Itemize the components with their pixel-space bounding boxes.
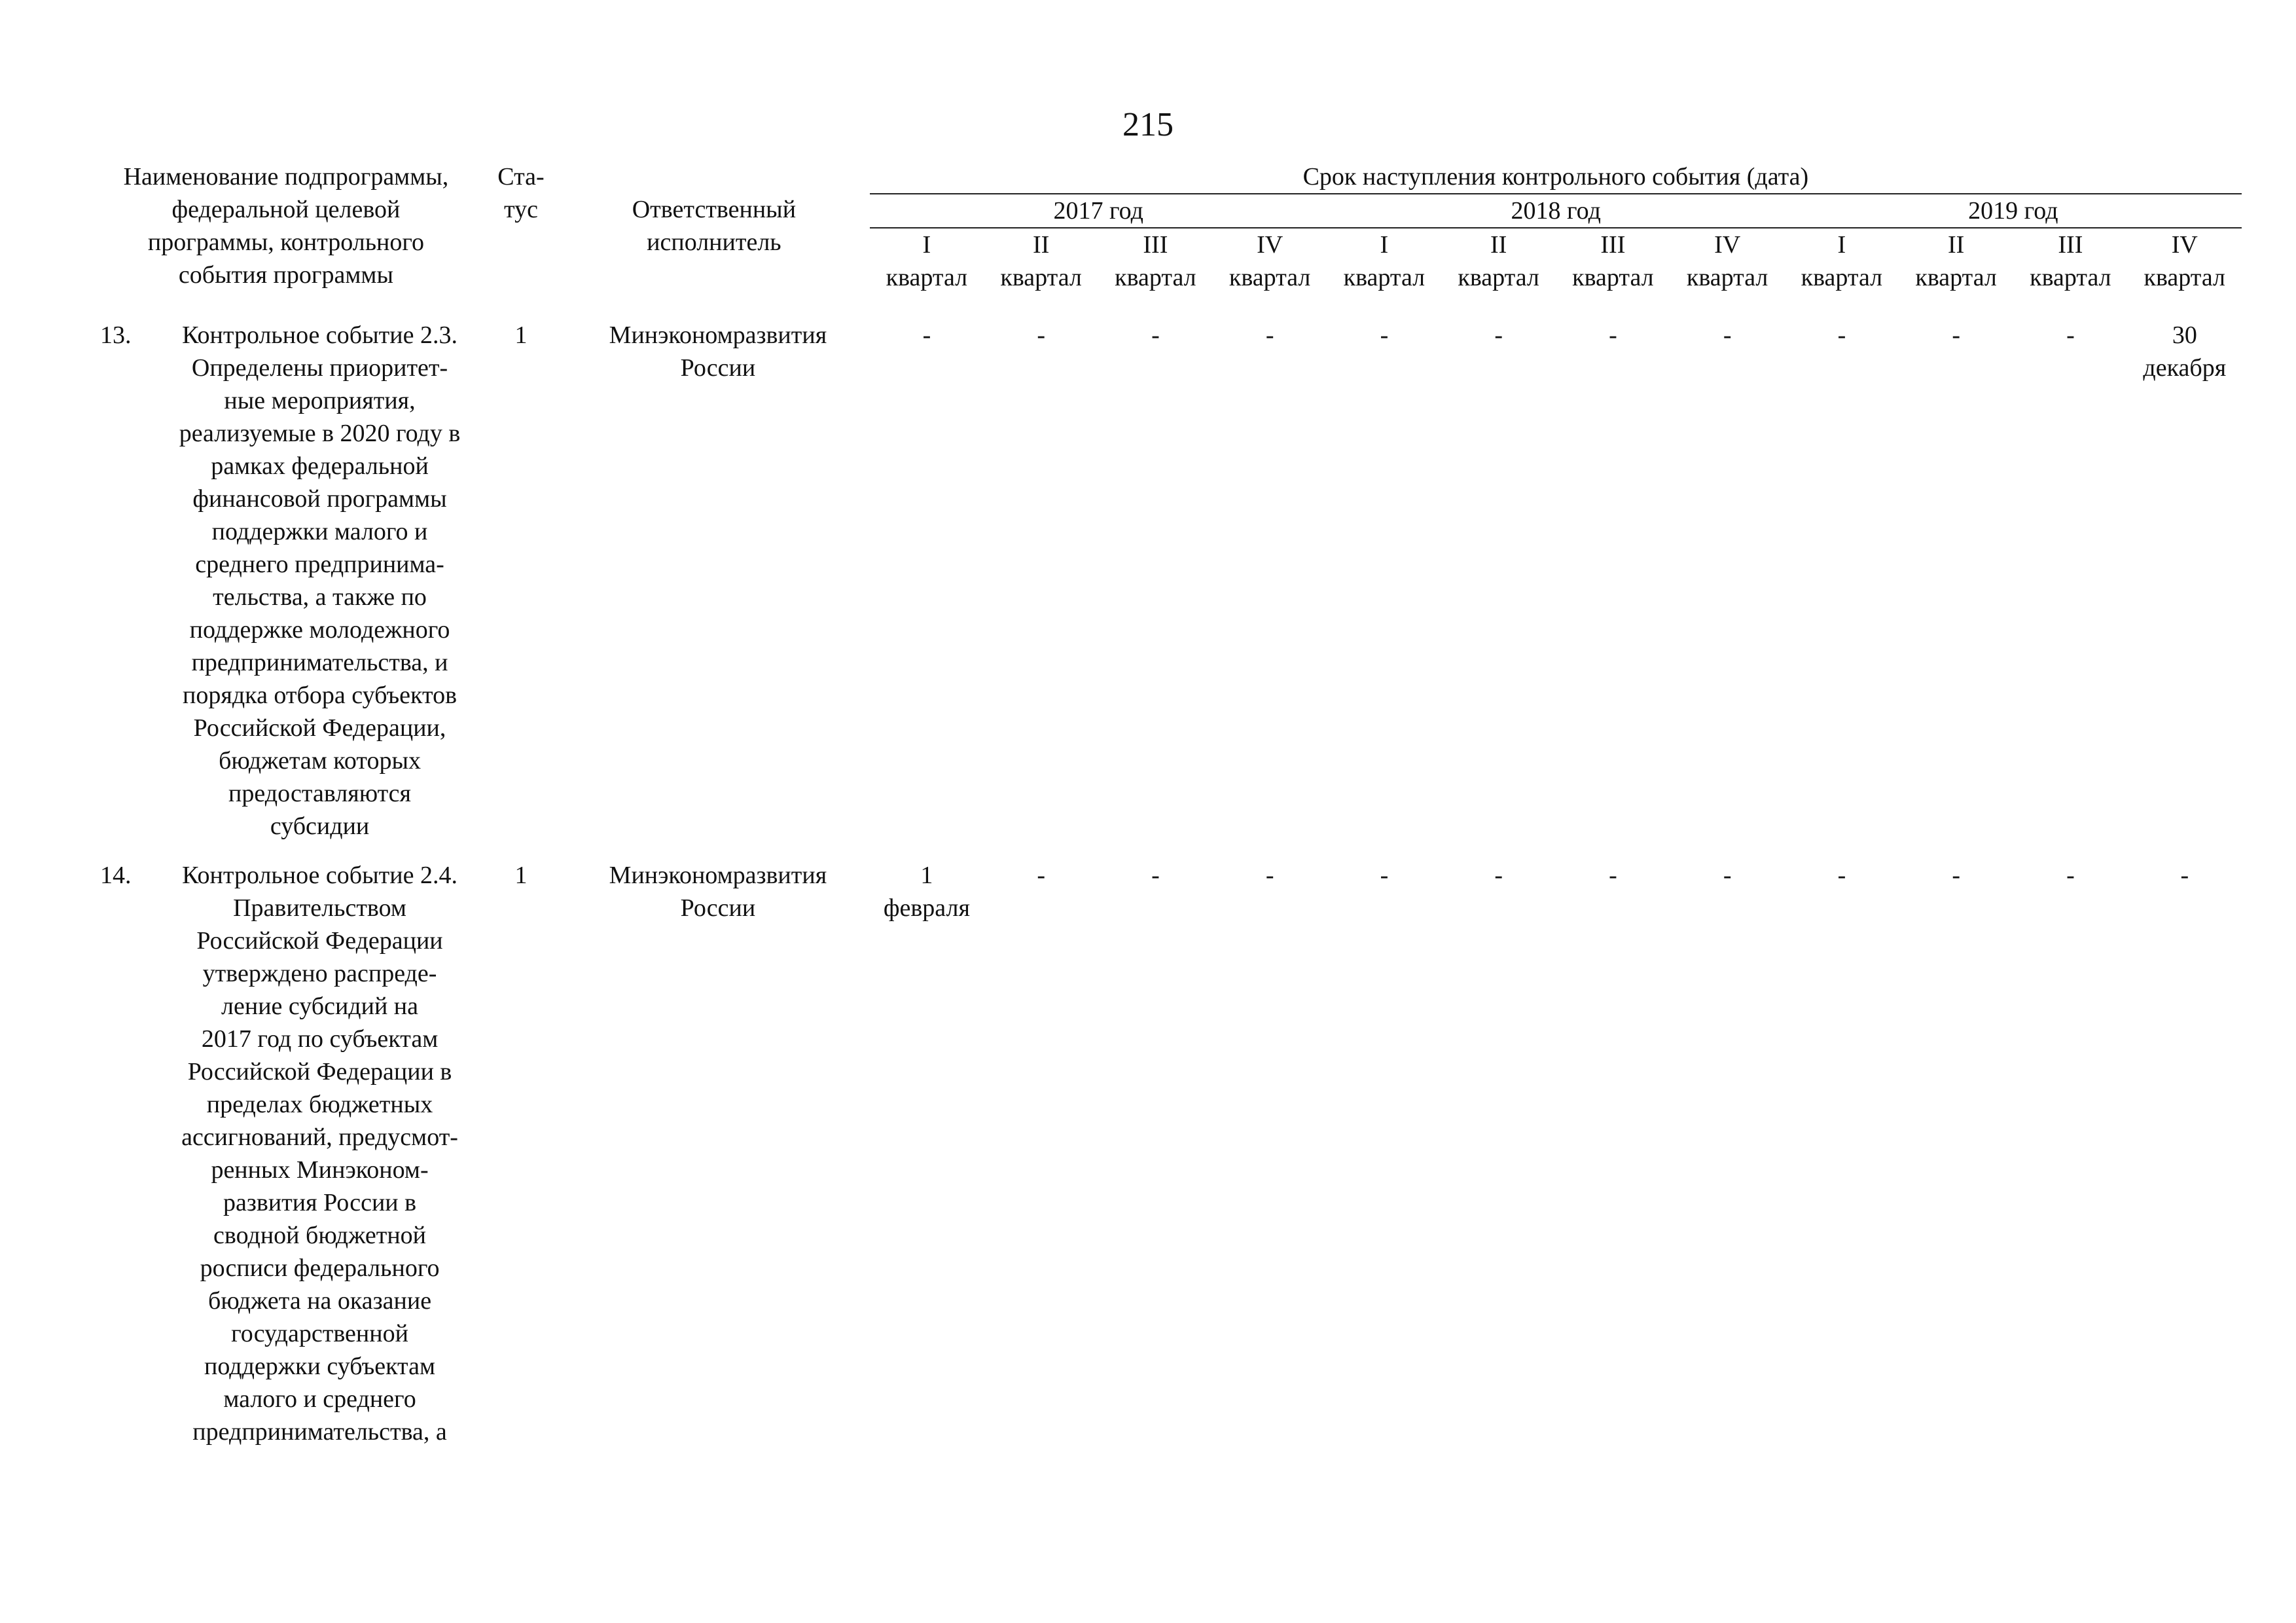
quarter-cell: [1213, 319, 1327, 843]
quarter-value: -: [1037, 862, 1045, 889]
event-name-line: утверждено распреде-: [202, 960, 437, 987]
quarter-cell: [2128, 859, 2242, 1448]
header-quarter-numeral: I: [1380, 231, 1389, 259]
quarter-value: -: [1837, 321, 1846, 349]
event-name-line: Российской Федерации в: [187, 1058, 452, 1085]
quarter-value: -: [1952, 862, 1961, 889]
event-name-line: ренных Минэконом-: [211, 1156, 429, 1184]
quarter-cell: [2013, 859, 2127, 1448]
quarter-cell: [2128, 319, 2242, 843]
event-name-line: государственной: [231, 1320, 408, 1347]
event-name-line: Российской Федерации: [196, 927, 443, 955]
quarter-value: декабря: [2143, 354, 2227, 382]
header-quarter-word: квартал: [1686, 264, 1768, 291]
quarter-cell: [984, 859, 1098, 1448]
quarter-cell: [1785, 319, 1899, 843]
quarter-cell: [1327, 859, 1441, 1448]
executor-line: России: [680, 894, 756, 922]
quarter-cell: [1098, 859, 1212, 1448]
header-quarter-word: квартал: [1115, 264, 1196, 291]
quarter-value: -: [1380, 862, 1389, 889]
event-name-line: реализуемые в 2020 году в: [179, 420, 461, 447]
quarter-cell: [1098, 319, 1212, 843]
event-name-line: Российской Федерации,: [193, 714, 446, 742]
event-name-line: пределах бюджетных: [206, 1091, 433, 1118]
quarter-cell: [1327, 319, 1441, 843]
header-year-2018: 2018 год: [1327, 194, 1785, 228]
event-name-line: сводной бюджетной: [213, 1222, 427, 1249]
quarter-value: -: [1151, 321, 1160, 349]
event-name-line: бюджета на оказание: [208, 1287, 432, 1315]
quarter-value: -: [2066, 321, 2075, 349]
header-quarter-numeral: III: [2058, 231, 2083, 259]
quarter-value: -: [1609, 321, 1617, 349]
header-quarter-numeral: II: [1947, 231, 1965, 259]
event-name-line: Правительством: [233, 894, 406, 922]
header-quarter-numeral: IV: [1257, 231, 1283, 259]
event-name-line: 2017 год по субъектам: [201, 1025, 439, 1053]
quarter-value: -: [922, 321, 931, 349]
event-name-line: субсидии: [270, 812, 370, 840]
event-executor: [558, 859, 870, 1448]
event-status: 1: [514, 321, 528, 349]
quarter-cell: [1899, 319, 2013, 843]
header-quarter-numeral: II: [1490, 231, 1507, 259]
quarter-value: 1: [920, 862, 933, 889]
quarter-value: -: [1494, 862, 1503, 889]
event-name-line: ные мероприятия,: [224, 387, 416, 414]
header-quarter-numeral: II: [1032, 231, 1050, 259]
event-name-line: поддержке молодежного: [189, 616, 450, 644]
quarter-value: -: [2066, 862, 2075, 889]
header-quarter-numeral: I: [922, 231, 931, 259]
quarter-value: -: [1151, 862, 1160, 889]
header-quarter-numeral: III: [1143, 231, 1168, 259]
event-name-line: бюджетам которых: [219, 747, 421, 775]
header-quarter-word: квартал: [1458, 264, 1539, 291]
event-name-line: поддержки субъектам: [204, 1353, 436, 1380]
executor-line: Минэкономразвития: [609, 862, 827, 889]
event-name: [157, 859, 484, 1448]
event-name-line: ление субсидий на: [221, 993, 419, 1020]
quarter-value: -: [1723, 321, 1732, 349]
event-name-line: поддержки малого и: [211, 518, 428, 545]
event-name-line: Контрольное событие 2.4.: [182, 862, 457, 889]
header-quarter-word: квартал: [886, 264, 968, 291]
quarter-cell: [1213, 859, 1327, 1448]
event-name-line: предпринимательства, и: [191, 649, 448, 676]
event-status: 1: [514, 862, 528, 889]
quarter-value: -: [1265, 321, 1274, 349]
event-name-line: малого и среднего: [223, 1385, 416, 1413]
executor-line: России: [680, 354, 756, 382]
quarter-value: -: [2180, 862, 2189, 889]
event-name-line: росписи федерального: [200, 1254, 440, 1282]
header-srok: Срок наступления контрольного события (дата): [870, 160, 2242, 194]
header-quarter-numeral: III: [1600, 231, 1626, 259]
event-name-line: предпринимательства, а: [192, 1418, 447, 1446]
header-year-2019: 2019 год: [1785, 194, 2242, 228]
quarter-value: -: [1837, 862, 1846, 889]
event-name-line: предоставляются: [228, 780, 412, 807]
quarter-cell: [870, 859, 984, 1448]
quarter-value: -: [1380, 321, 1389, 349]
header-quarter-word: квартал: [2144, 264, 2225, 291]
quarter-cell: [1441, 859, 1556, 1448]
event-name-line: развития России в: [223, 1189, 417, 1216]
table-row: [88, 859, 2242, 1448]
row-number: 14.: [100, 862, 132, 889]
event-name-line: порядка отбора субъектов: [183, 682, 457, 709]
quarter-value: -: [1265, 862, 1274, 889]
header-quarter-word: квартал: [2030, 264, 2111, 291]
page-number: 215: [1122, 106, 1174, 143]
executor-line: Минэкономразвития: [609, 321, 827, 349]
header-quarter-word: квартал: [1572, 264, 1654, 291]
header-quarter-word: квартал: [1000, 264, 1082, 291]
header-executor-col: Ответственный исполнитель: [632, 196, 797, 256]
quarter-cell: [870, 319, 984, 843]
header-quarter-numeral: IV: [2171, 231, 2198, 259]
header-quarter-numeral: I: [1837, 231, 1846, 259]
quarter-cell: [2013, 319, 2127, 843]
quarter-value: -: [1609, 862, 1617, 889]
event-name-line: ассигнований, предусмот-: [181, 1123, 458, 1151]
event-name-line: Определены приоритет-: [191, 354, 448, 382]
quarter-value: -: [1952, 321, 1961, 349]
header-quarter-numeral: IV: [1714, 231, 1741, 259]
header-quarter-word: квартал: [1801, 264, 1883, 291]
event-name-line: рамках федеральной: [211, 452, 429, 480]
quarter-cell: [1556, 859, 1670, 1448]
quarter-value: -: [1494, 321, 1503, 349]
header-year-2017: 2017 год: [870, 194, 1327, 228]
event-name-line: среднего предпринима-: [195, 551, 444, 578]
event-name: [157, 319, 484, 843]
quarter-cell: [1670, 859, 1785, 1448]
control-events-table: [88, 160, 2242, 1448]
quarter-cell: [1441, 319, 1556, 843]
header-quarter-word: квартал: [1915, 264, 1997, 291]
header-quarter-word: квартал: [1229, 264, 1311, 291]
header-name-col: Наименование подпрограммы, федеральной целевой программы, контрольного события программы: [123, 163, 449, 289]
event-executor: [558, 319, 870, 843]
quarter-cell: [984, 319, 1098, 843]
quarter-value: -: [1037, 321, 1045, 349]
quarter-cell: [1556, 319, 1670, 843]
quarter-cell: [1899, 859, 2013, 1448]
event-name-line: тельства, а также по: [213, 583, 427, 611]
event-rows: [88, 319, 2242, 1448]
header-status-col: Ста- тус: [497, 163, 545, 223]
event-name-line: финансовой программы: [192, 485, 447, 513]
row-number: 13.: [100, 321, 132, 349]
quarter-value: февраля: [883, 894, 970, 922]
quarter-value: 30: [2172, 321, 2197, 349]
header-quarter-word: квартал: [1343, 264, 1426, 291]
quarter-cell: [1785, 859, 1899, 1448]
table-row: [88, 319, 2242, 843]
event-name-line: Контрольное событие 2.3.: [182, 321, 457, 349]
quarter-value: -: [1723, 862, 1732, 889]
quarter-cell: [1670, 319, 1785, 843]
